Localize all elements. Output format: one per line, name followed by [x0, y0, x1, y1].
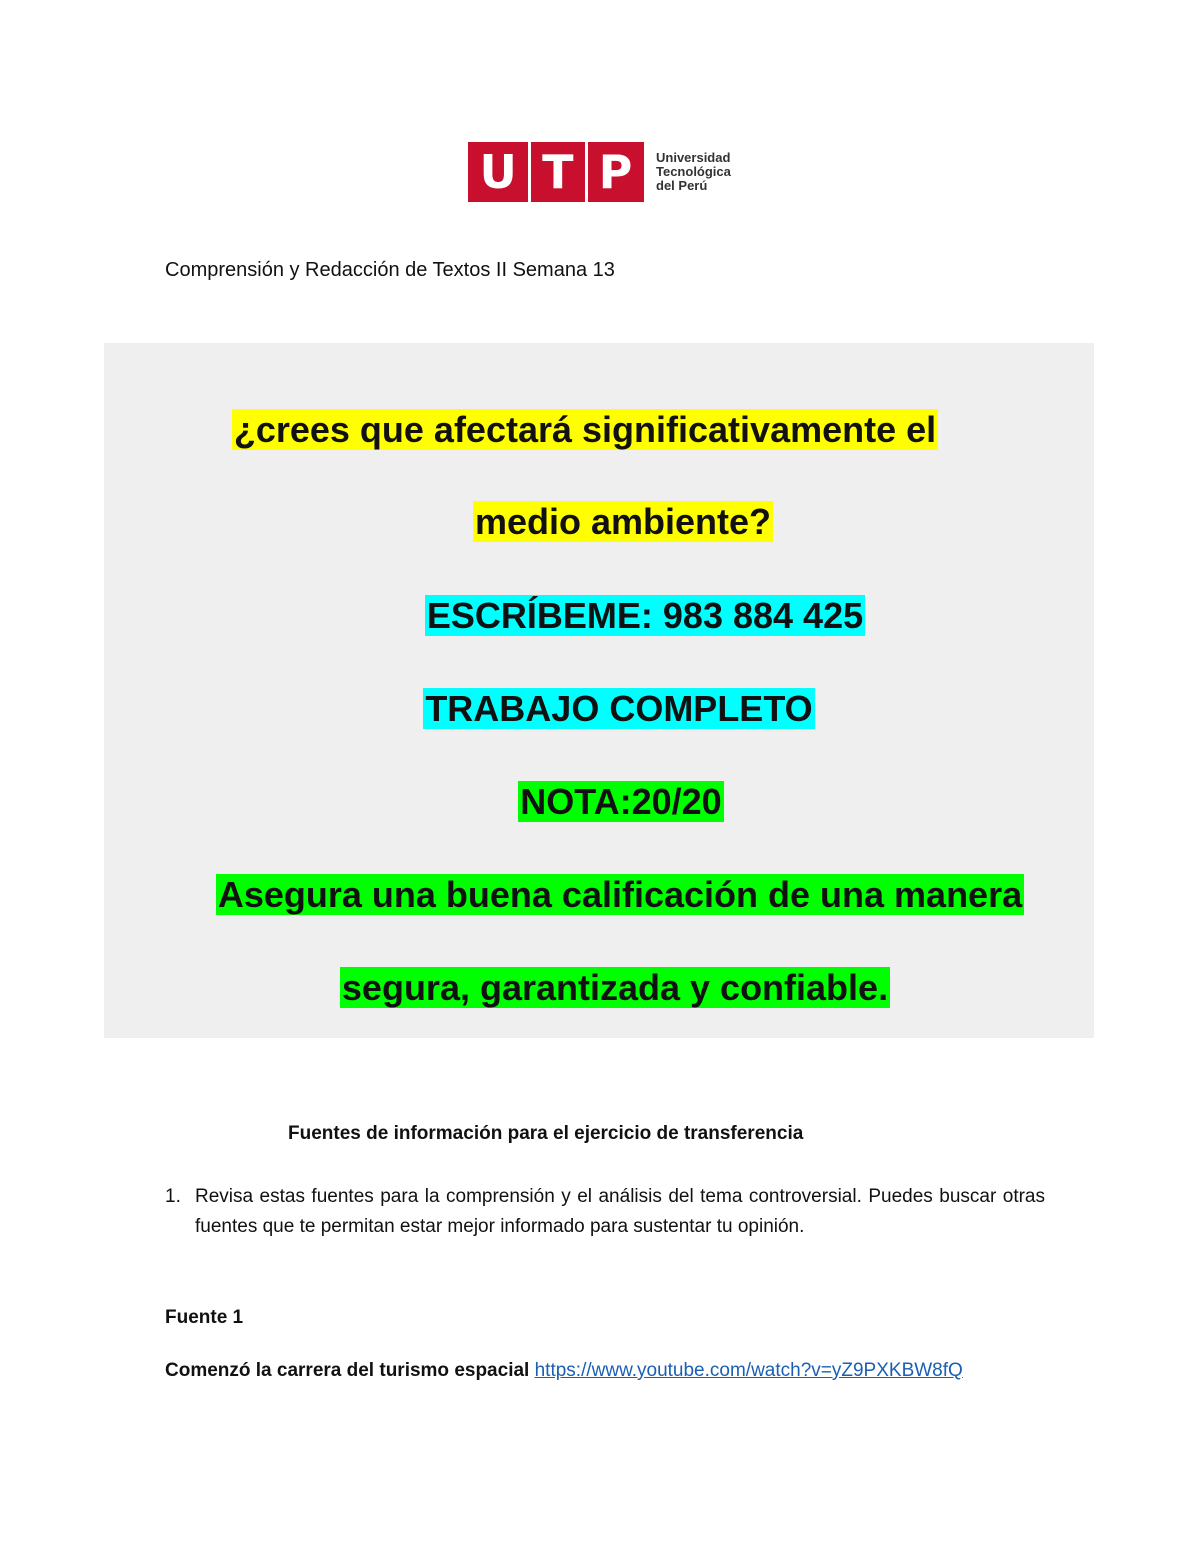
utp-logo-mark [468, 142, 644, 202]
promo-question-line-2: medio ambiente? [474, 501, 772, 542]
source-title: Comenzó la carrera del turismo espacial [165, 1360, 530, 1381]
utp-logo [468, 142, 731, 202]
logo-letter-t: T [542, 145, 574, 199]
logo-text-line: Tecnológica [656, 164, 731, 179]
promo-line [90, 409, 1080, 451]
promo-line [120, 967, 1110, 1009]
promo-line [126, 781, 1116, 823]
promo-line [150, 595, 1140, 637]
promo-trabajo: TRABAJO COMPLETO [425, 688, 813, 729]
promo-line [125, 874, 1115, 916]
list-item [165, 1182, 1045, 1242]
source-entry [165, 1356, 965, 1386]
logo-text-line: del Perú [656, 178, 708, 193]
promo-assurance-line-1: Asegura una buena calificación de una manera [217, 874, 1023, 915]
promo-box [104, 343, 1094, 1038]
promo-nota: NOTA:20/20 [520, 781, 722, 822]
promo-contact: ESCRÍBEME: 983 884 425 [426, 595, 864, 636]
list-number: 1. [165, 1186, 181, 1207]
source-link[interactable]: https://www.youtube.com/watch?v=yZ9PXKBW8fQ [534, 1360, 963, 1381]
course-title: Comprensión y Redacción de Textos II Semana 13 [165, 259, 615, 281]
source-label: Fuente 1 [165, 1307, 244, 1328]
logo-separator [528, 142, 531, 202]
promo-question-line-1: ¿crees que afectará significativamente el [233, 409, 937, 450]
promo-line [124, 688, 1114, 730]
logo-text-line: Universidad [656, 150, 731, 165]
section-heading: Fuentes de información para el ejercicio de transferencia [288, 1123, 804, 1144]
logo-letter-u: U [479, 145, 517, 199]
promo-line [128, 501, 1118, 543]
logo-wordmark [656, 151, 731, 193]
logo-separator [585, 142, 588, 202]
logo-letter-p: P [598, 145, 633, 199]
list-text: Revisa estas fuentes para la comprensión y el análisis del tema controversial. Puedes buscar otras fuentes que te permitan estar mejor informado para sustentar tu opinión. [195, 1186, 1045, 1237]
promo-assurance-line-2: segura, garantizada y confiable. [341, 967, 889, 1008]
